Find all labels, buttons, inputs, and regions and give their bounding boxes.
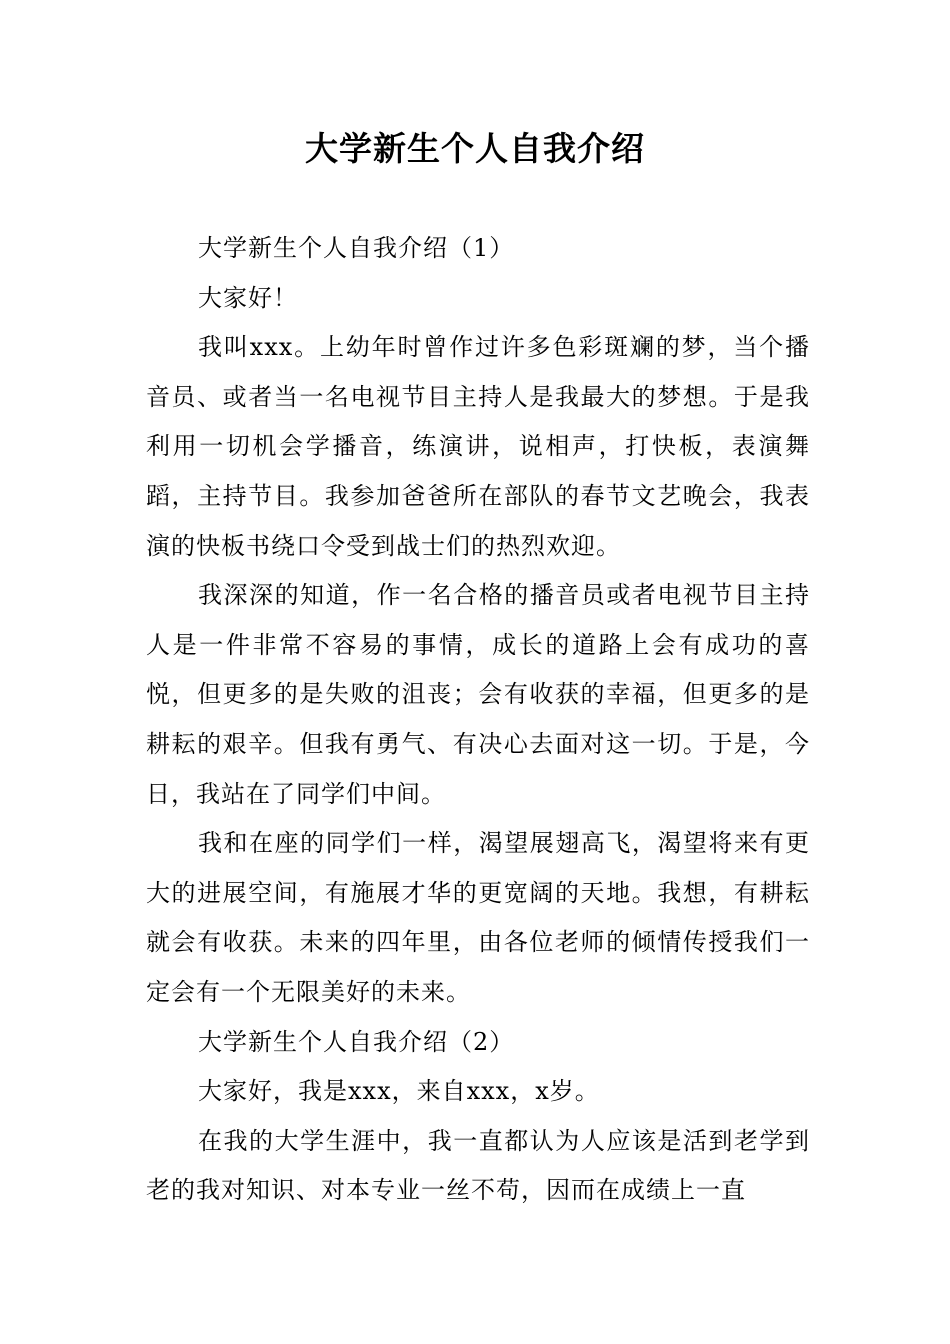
body-paragraph: 我和在座的同学们一样，渴望展翅高飞，渴望将来有更大的进展空间，有施展才华的更宽阔的天地。我想，有耕耘就会有收获。未来的四年里，由各位老师的倾情传授我们一定会有一个无限美好的未来。 — [146, 829, 810, 1006]
document-title: 大学新生个人自我介绍 — [305, 129, 645, 168]
greeting-paragraph: 大家好！ — [198, 283, 298, 312]
body-paragraph: 我叫xxx。上幼年时曾作过许多色彩斑斓的梦，当个播音员、或者当一名电视节目主持人是我最大的梦想。于是我利用一切机会学播音，练演讲，说相声，打快板，表演舞蹈，主持节目。我参加爸爸所在部队的春节文艺晚会，我表演的快板书绕口令受到战士们的热烈欢迎。 — [146, 333, 810, 560]
document-body — [146, 224, 810, 1216]
body-paragraph: 在我的大学生涯中，我一直都认为人应该是活到老学到老的我对知识、对本专业一丝不苟，因而在成绩上一直 — [146, 1126, 810, 1205]
greeting-paragraph: 大家好，我是xxx，来自xxx，x岁。 — [198, 1077, 600, 1106]
section-heading-1: 大学新生个人自我介绍（1） — [198, 234, 515, 262]
section-heading-2: 大学新生个人自我介绍（2） — [198, 1027, 515, 1056]
body-paragraph: 我深深的知道，作一名合格的播音员或者电视节目主持人是一件非常不容易的事情，成长的道路上会有成功的喜悦，但更多的是失败的沮丧；会有收获的幸福，但更多的是耕耘的艰辛。但我有勇气、有决心去面对这一切。于是，今日，我站在了同学们中间。 — [146, 581, 810, 808]
